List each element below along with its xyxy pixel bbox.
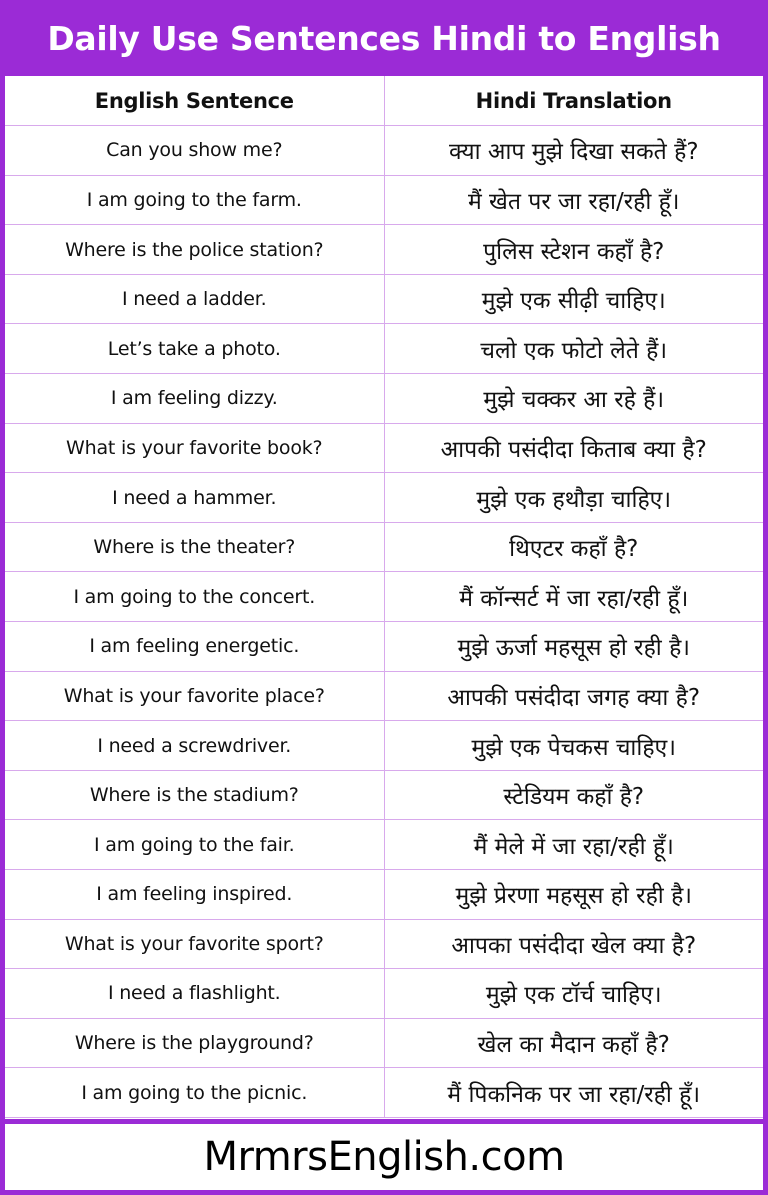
hindi-translation-cell: मुझे चक्कर आ रहे हैं।: [384, 374, 763, 424]
table-row: [5, 770, 763, 820]
hindi-translation-cell: मुझे एक टॉर्च चाहिए।: [384, 969, 763, 1019]
english-sentence-cell: I am going to the concert.: [5, 572, 384, 622]
table-row: [5, 522, 763, 572]
table-row: [5, 324, 763, 374]
website-label: MrmrsEnglish.com: [203, 1134, 565, 1180]
table-row: [5, 423, 763, 473]
table-row: [5, 820, 763, 870]
hindi-translation-cell: थिएटर कहाँ है?: [384, 522, 763, 572]
hindi-translation-cell: मैं पिकनिक पर जा रहा/रही हूँ।: [384, 1068, 763, 1118]
english-sentence-cell: I am feeling inspired.: [5, 870, 384, 920]
table-row: [5, 175, 763, 225]
hindi-translation-cell: मुझे एक सीढ़ी चाहिए।: [384, 274, 763, 324]
hindi-translation-cell: मैं कॉन्सर्ट में जा रहा/रही हूँ।: [384, 572, 763, 622]
hindi-translation-cell: मैं मेले में जा रहा/रही हूँ।: [384, 820, 763, 870]
hindi-translation-cell: आपकी पसंदीदा किताब क्या है?: [384, 423, 763, 473]
hindi-translation-cell: स्टेडियम कहाँ है?: [384, 770, 763, 820]
english-sentence-cell: Let’s take a photo.: [5, 324, 384, 374]
english-sentence-cell: I need a flashlight.: [5, 969, 384, 1019]
english-sentence-cell: What is your favorite sport?: [5, 919, 384, 969]
hindi-translation-cell: पुलिस स्टेशन कहाँ है?: [384, 225, 763, 275]
footer: [5, 1124, 763, 1190]
hindi-translation-cell: खेल का मैदान कहाँ है?: [384, 1018, 763, 1068]
english-sentence-cell: I am feeling energetic.: [5, 622, 384, 672]
table-row: [5, 919, 763, 969]
english-sentence-cell: Where is the playground?: [5, 1018, 384, 1068]
table-row: [5, 870, 763, 920]
english-sentence-cell: Can you show me?: [5, 126, 384, 176]
table-header-row: [5, 76, 763, 126]
title-banner: [0, 0, 768, 76]
table-row: [5, 969, 763, 1019]
english-sentence-cell: I need a ladder.: [5, 274, 384, 324]
english-sentence-cell: I need a screwdriver.: [5, 721, 384, 771]
page-title: Daily Use Sentences Hindi to English: [47, 18, 721, 58]
hindi-translation-cell: चलो एक फोटो लेते हैं।: [384, 324, 763, 374]
english-sentence-cell: I am going to the farm.: [5, 175, 384, 225]
table-row: [5, 126, 763, 176]
hindi-translation-cell: मुझे ऊर्जा महसूस हो रही है।: [384, 622, 763, 672]
english-sentence-cell: I am going to the picnic.: [5, 1068, 384, 1118]
english-sentence-cell: I am feeling dizzy.: [5, 374, 384, 424]
english-sentence-cell: What is your favorite place?: [5, 671, 384, 721]
table-body: [5, 126, 763, 1118]
table-row: [5, 721, 763, 771]
hindi-translation-cell: मुझे एक पेचकस चाहिए।: [384, 721, 763, 771]
column-header-english: English Sentence: [5, 76, 384, 126]
table-row: [5, 473, 763, 523]
table-row: [5, 572, 763, 622]
column-header-hindi: Hindi Translation: [384, 76, 763, 126]
table-row: [5, 274, 763, 324]
table-row: [5, 671, 763, 721]
english-sentence-cell: Where is the stadium?: [5, 770, 384, 820]
english-sentence-cell: What is your favorite book?: [5, 423, 384, 473]
table-row: [5, 1018, 763, 1068]
english-sentence-cell: Where is the police station?: [5, 225, 384, 275]
english-sentence-cell: Where is the theater?: [5, 522, 384, 572]
hindi-translation-cell: मुझे प्रेरणा महसूस हो रही है।: [384, 870, 763, 920]
hindi-translation-cell: मुझे एक हथौड़ा चाहिए।: [384, 473, 763, 523]
english-sentence-cell: I need a hammer.: [5, 473, 384, 523]
hindi-translation-cell: आपका पसंदीदा खेल क्या है?: [384, 919, 763, 969]
hindi-translation-cell: आपकी पसंदीदा जगह क्या है?: [384, 671, 763, 721]
table-row: [5, 225, 763, 275]
sentences-table: [5, 76, 763, 1118]
hindi-translation-cell: क्या आप मुझे दिखा सकते हैं?: [384, 126, 763, 176]
table-row: [5, 1068, 763, 1118]
hindi-translation-cell: मैं खेत पर जा रहा/रही हूँ।: [384, 175, 763, 225]
english-sentence-cell: I am going to the fair.: [5, 820, 384, 870]
table-row: [5, 374, 763, 424]
table-row: [5, 622, 763, 672]
